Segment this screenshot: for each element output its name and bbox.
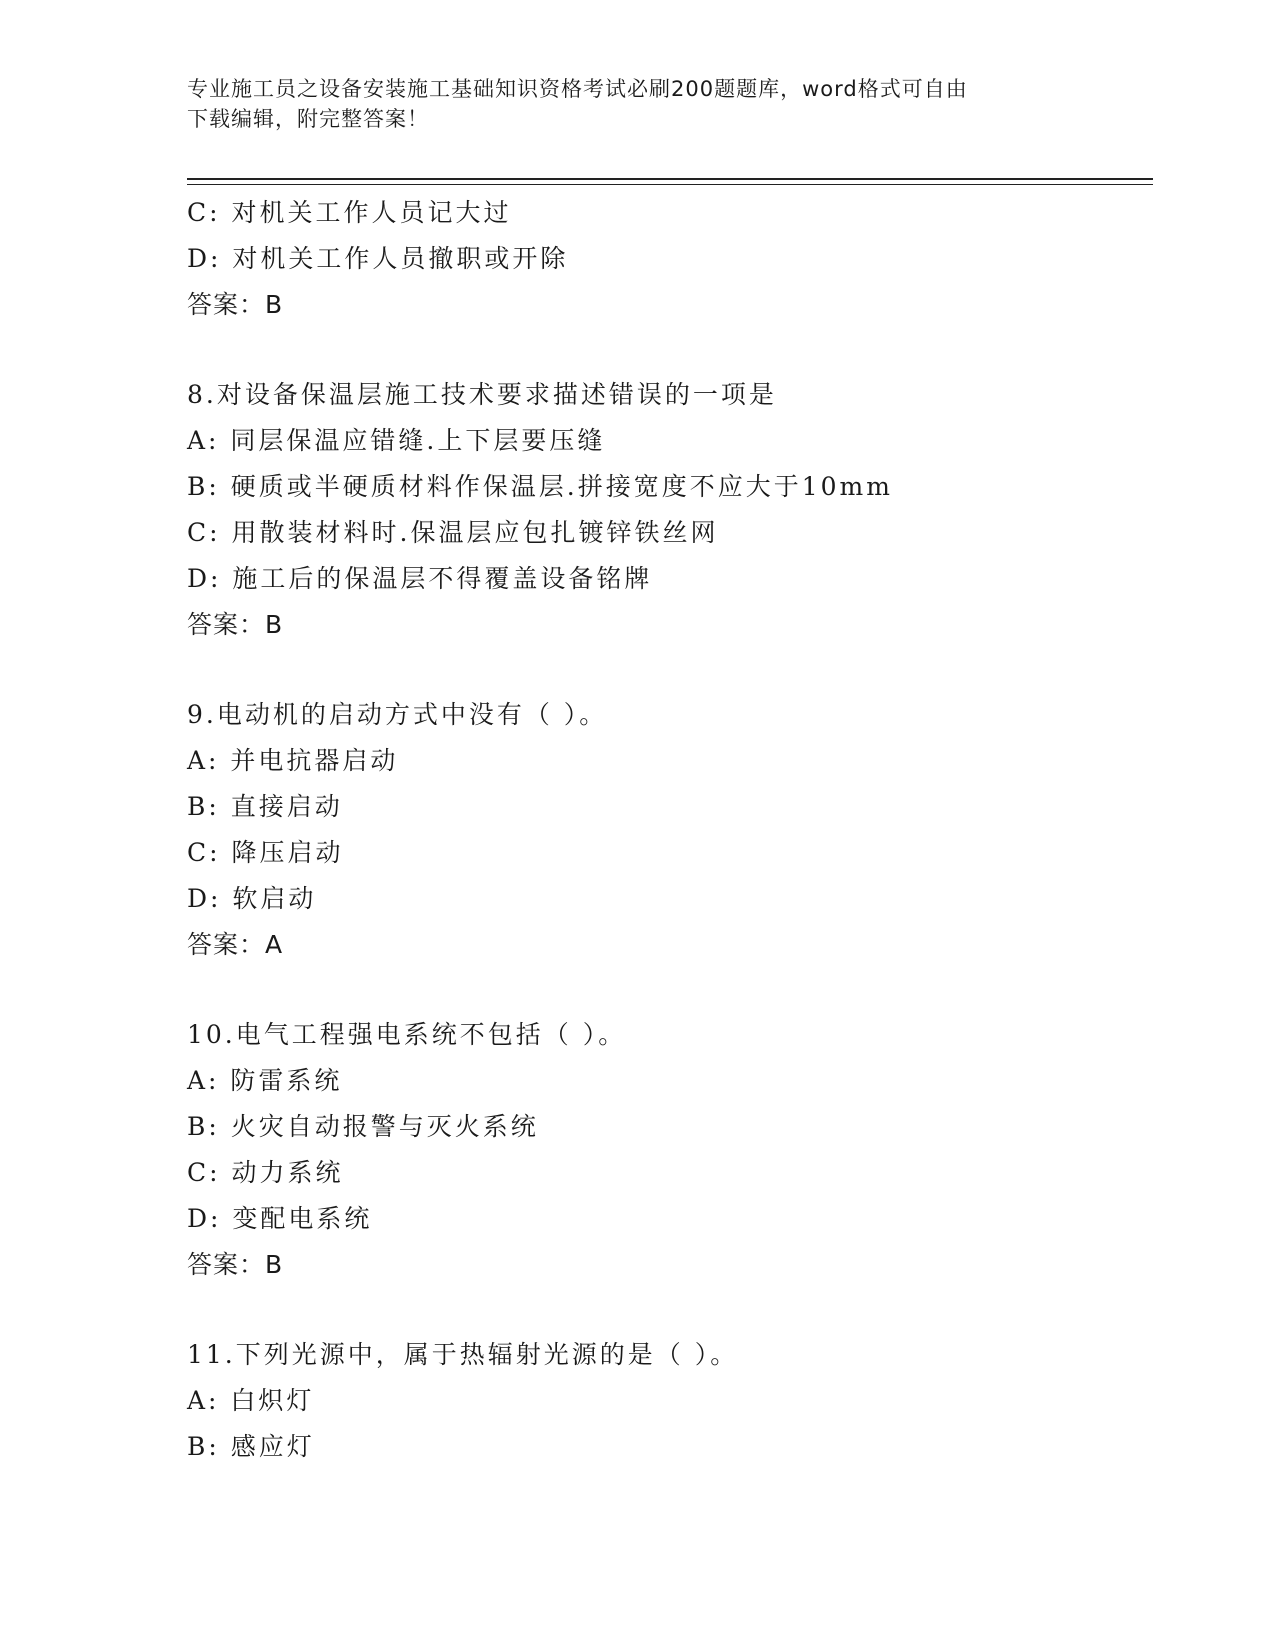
option-c: C: 对机关工作人员记大过 [187,198,512,227]
question-8 [187,372,1147,648]
document-header [187,74,1067,134]
header-line-2: 下载编辑，附完整答案！ [187,107,429,131]
option-b: B: 硬质或半硬质材料作保温层.拼接宽度不应大于10mm [187,472,893,501]
option-b: B: 火灾自动报警与灭火系统 [187,1112,539,1141]
option-d: D: 对机关工作人员撤职或开除 [187,244,569,273]
option-a: A: 同层保温应错缝.上下层要压缝 [187,426,606,455]
option-c: C: 降压启动 [187,838,344,867]
option-c: C: 动力系统 [187,1158,344,1187]
answer: 答案：A [187,930,284,959]
header-divider-thin [187,184,1153,185]
question-7-tail [187,190,1147,328]
question-9 [187,692,1147,968]
question-11 [187,1332,1147,1470]
option-a: A: 白炽灯 [187,1386,315,1415]
question-stem: 8.对设备保温层施工技术要求描述错误的一项是 [187,380,777,409]
header-divider-thick [187,178,1153,180]
question-stem: 11.下列光源中，属于热辐射光源的是（ ）。 [187,1340,739,1369]
answer: 答案：B [187,1250,284,1279]
option-b: B: 直接启动 [187,792,343,821]
option-d: D: 软启动 [187,884,317,913]
option-c: C: 用散装材料时.保温层应包扎镀锌铁丝网 [187,518,719,547]
option-a: A: 防雷系统 [187,1066,343,1095]
question-stem: 9.电动机的启动方式中没有（ ）。 [187,700,608,729]
question-list [187,190,1147,1470]
question-stem: 10.电气工程强电系统不包括（ ）。 [187,1020,627,1049]
answer: 答案：B [187,610,284,639]
header-line-1: 专业施工员之设备安装施工基础知识资格考试必刷200题题库，word格式可自由 [187,77,968,101]
option-d: D: 变配电系统 [187,1204,373,1233]
option-d: D: 施工后的保温层不得覆盖设备铭牌 [187,564,653,593]
option-b: B: 感应灯 [187,1432,315,1461]
answer: 答案：B [187,290,284,319]
option-a: A: 并电抗器启动 [187,746,399,775]
question-10 [187,1012,1147,1288]
